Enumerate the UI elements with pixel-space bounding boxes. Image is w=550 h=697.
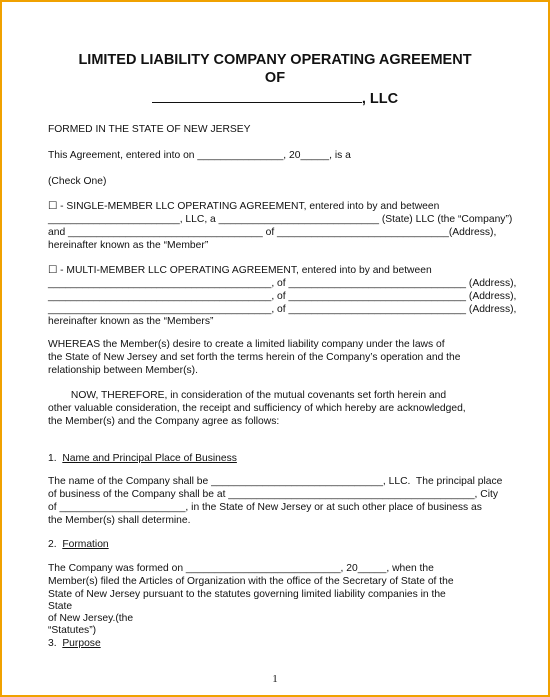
multi-member-line-2: _______________________________________, of _______________________________ (Address), (48, 291, 517, 302)
page-number: 1 (272, 673, 278, 685)
multi-member-line-1: _______________________________________, of _______________________________ (Address), (48, 278, 517, 289)
single-member-option: ☐ - SINGLE-MEMBER LLC OPERATING AGREEMENT, entered into by and between (48, 201, 440, 212)
now-therefore-line-3: the Member(s) and the Company agree as follows: (48, 416, 280, 427)
section-2-line-1: The Company was formed on ___________________________, 20_____, when the (48, 563, 434, 574)
section-1-line-1: The name of the Company shall be ______________________________, LLC. The principal place (48, 476, 503, 487)
section-1-title: Name and Principal Place of Business (62, 453, 237, 464)
now-therefore-line-1: NOW, THEREFORE, in consideration of the mutual covenants set forth herein and (48, 390, 447, 401)
section-1-line-2: of business of the Company shall be at ___________________________________________, City (48, 489, 499, 500)
formed-state-line: FORMED IN THE STATE OF NEW JERSEY (48, 124, 251, 135)
check-one-line: (Check One) (48, 176, 107, 187)
now-therefore-line-2: other valuable consideration, the receipt and sufficiency of which hereby are acknowledged, (48, 403, 466, 414)
section-1-line-4: the Member(s) shall determine. (48, 515, 191, 526)
whereas-line-2: the State of New Jersey and set forth the terms herein of the Company’s operation and the (48, 352, 461, 363)
agreement-date-line: This Agreement, entered into on _______________, 20_____, is a (48, 150, 351, 161)
section-2-line-2: Member(s) filed the Articles of Organization with the office of the Secretary of State of the (48, 576, 454, 587)
section-2-line-4: State (48, 601, 73, 612)
section-2-line-3: State of New Jersey pursuant to the statutes governing limited liability companies in the (48, 589, 446, 600)
section-1-heading: 1. Name and Principal Place of Business (48, 453, 237, 464)
company-name-blank (152, 89, 362, 103)
whereas-line-3: relationship between Member(s). (48, 365, 198, 376)
section-2-heading: 2. Formation (48, 539, 109, 550)
section-2-line-5: of New Jersey.(the (48, 613, 134, 624)
section-1-line-3: of ______________________, in the State of New Jersey or at such other place of business as (48, 502, 482, 513)
document-title: LIMITED LIABILITY COMPANY OPERATING AGREEMENT (78, 52, 472, 68)
section-3-heading: 3. Purpose (48, 638, 101, 649)
company-name-line: , LLC (0, 89, 550, 107)
single-member-known-as: hereinafter known as the “Member” (48, 240, 209, 251)
section-2-line-6: “Statutes”) (48, 625, 97, 636)
multi-member-option: ☐ - MULTI-MEMBER LLC OPERATING AGREEMENT, entered into by and between (48, 265, 432, 276)
multi-member-known-as: hereinafter known as the “Members” (48, 316, 214, 327)
whereas-line-1: WHEREAS the Member(s) desire to create a limited liability company under the laws of (48, 339, 445, 350)
section-3-title: Purpose (62, 638, 101, 649)
multi-member-line-3: _______________________________________, of _______________________________ (Address), (48, 304, 517, 315)
section-2-title: Formation (62, 539, 109, 550)
document-title-of: OF (264, 70, 286, 86)
single-member-company-line: _______________________, LLC, a ____________________________ (State) LLC (the “Company”) (48, 214, 513, 225)
single-member-and-line: and __________________________________ of ______________________________(Address), (48, 227, 497, 238)
